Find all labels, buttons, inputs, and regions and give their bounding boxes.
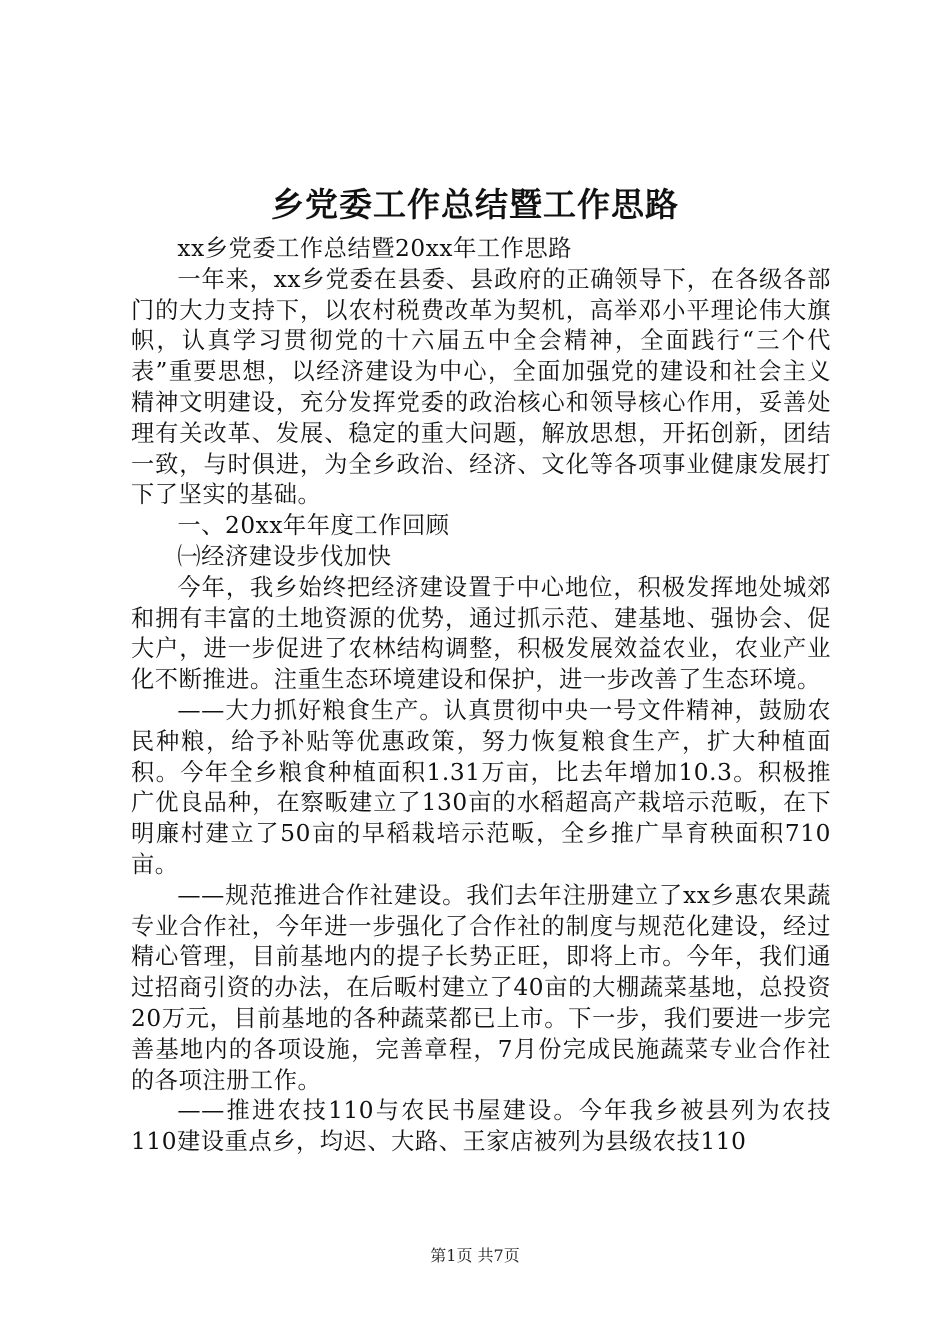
cooperative-paragraph: ——规范推进合作社建设。我们去年注册建立了xx乡惠农果蔬专业合作社，今年进一步强化了合作社的制度与规范化建设，经过精心管理，目前基地内的提子长势正旺，即将上市。今年，我们通过招商引资的办法，在后畈村建立了40亩的大棚蔬菜基地，总投资20万元，目前基地的各种蔬菜都已上市。下一步，我们要进一步完善基地内的各项设施，完善章程，7月份完成民施蔬菜专业合作社的各项注册工作。 [131,881,831,1094]
intro-paragraph: 一年来，xx乡党委在县委、县政府的正确领导下，在各级各部门的大力支持下，以农村税费改革为契机，高举邓小平理论伟大旗帜，认真学习贯彻党的十六届五中全会精神，全面践行“三个代表”重要思想，以经济建设为中心，全面加强党的建设和社会主义精神文明建设，充分发挥党委的政治核心和领导核心作用，妥善处理有关改革、发展、稳定的重大问题，解放思想，开拓创新，团结一致，与时俱进，为全乡政治、经济、文化等各项事业健康发展打下了坚实的基础。 [131,265,831,509]
page-number-footer: 第1页 共7页 [430,1246,520,1265]
document-title: 乡党委工作总结暨工作思路 [271,185,679,224]
subsection-heading: ㈠经济建设步伐加快 [177,542,392,570]
subtitle-paragraph: xx乡党委工作总结暨20xx年工作思路 [177,235,573,262]
agritech-paragraph: ——推进农技110与农民书屋建设。今年我乡被县列为农技110建设重点乡，均迟、大路、王家店被列为县级农技110 [131,1097,831,1156]
economy-paragraph: 今年，我乡始终把经济建设置于中心地位，积极发挥地处城郊和拥有丰富的土地资源的优势，通过抓示范、建基地、强协会、促大户，进一步促进了农林结构调整，积极发展效益农业，农业产业化不断推进。注重生态环境建设和保护，进一步改善了生态环境。 [131,573,831,694]
section-heading: 一、20xx年年度工作回顾 [177,512,450,540]
document-body [131,234,831,1158]
grain-paragraph: ——大力抓好粮食生产。认真贯彻中央一号文件精神，鼓励农民种粮，给予补贴等优惠政策，努力恢复粮食生产，扩大种植面积。今年全乡粮食种植面积1.31万亩，比去年增加10.3。积极推广优良品种，在察畈建立了130亩的水稻超高产栽培示范畈，在下明廉村建立了50亩的早稻栽培示范畈，全乡推广旱育秧面积710亩。 [131,696,831,878]
